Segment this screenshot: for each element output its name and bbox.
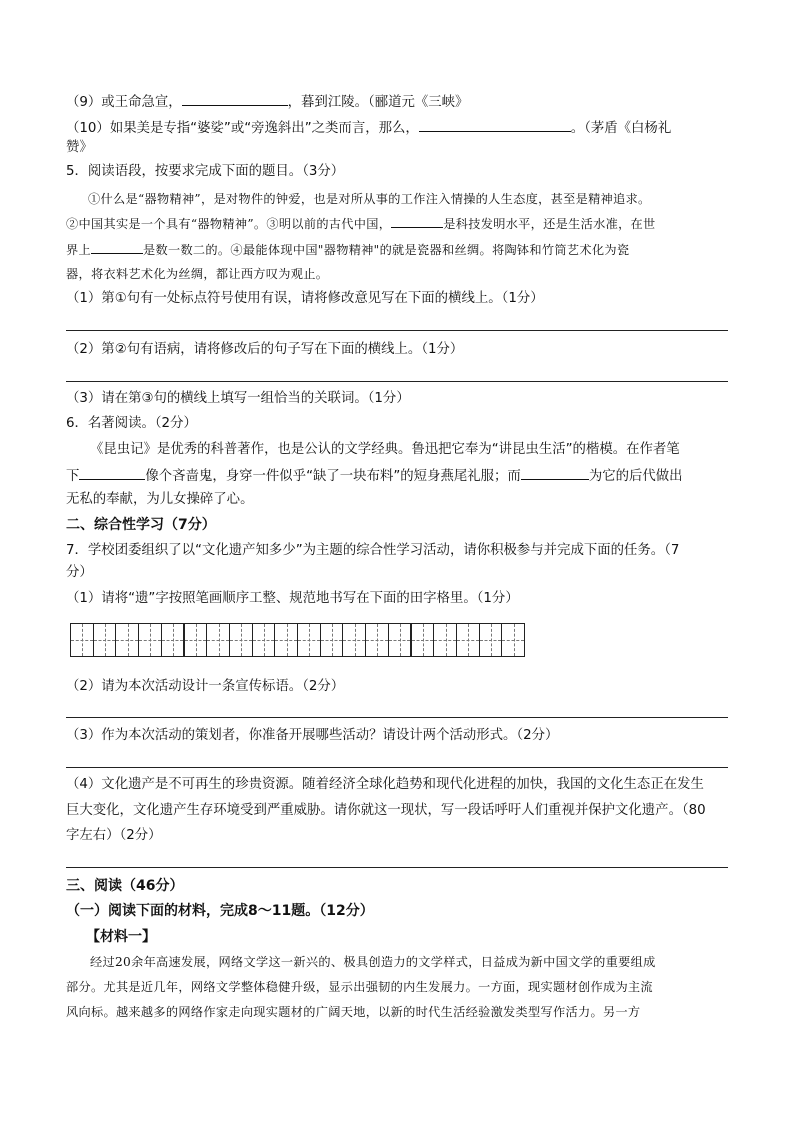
q5-title: 5．阅读语段，按要求完成下面的题目。（3分）: [66, 164, 345, 179]
q5-answer-line-1[interactable]: [66, 330, 728, 331]
q5-conjunction-blank-1[interactable]: [391, 213, 443, 228]
q7-title-line-2: 分）: [66, 565, 93, 580]
cell-vertical-guide: [400, 624, 401, 656]
cell-vertical-guide: [377, 624, 378, 656]
cell-vertical-guide: [105, 624, 106, 656]
q7-subquestion-1: （1）请将“遗”字按照笔画顺序工整、规范地书写在下面的田字格里。（1分）: [66, 591, 519, 606]
cell-vertical-guide: [128, 624, 129, 656]
q6-title: 6．名著阅读。（2分）: [66, 416, 197, 431]
tianzige-cell[interactable]: [501, 623, 525, 657]
q10-prefix: （10）如果美是专指“婆娑”或“旁逸斜出”之类而言，那么，: [66, 121, 419, 136]
material-1-line-2: 部分。尤其是近几年，网络文学整体稳健升级，显示出强韧的内生发展力。一方面，现实题材创作成为主流: [66, 980, 653, 994]
q9-prefix: （9）或王命急宣，: [66, 95, 182, 110]
cell-vertical-guide: [355, 624, 356, 656]
q10-suffix: 。（茅盾《白杨礼: [570, 121, 672, 136]
tianzige-cell[interactable]: [297, 623, 321, 657]
tianzige-cell[interactable]: [115, 623, 139, 657]
q9-suffix: ，暮到江陵。（郦道元《三峡》: [287, 95, 469, 110]
section-3-heading: 三、阅读（46分）: [66, 878, 184, 894]
q5-passage-line-4: 器，将衣料艺术化为丝绸，都让西方叹为观止。: [66, 267, 329, 281]
tianzige-cell[interactable]: [342, 623, 366, 657]
cell-vertical-guide: [332, 624, 333, 656]
question-10-line: [66, 117, 671, 139]
cell-vertical-guide: [514, 624, 515, 656]
tianzige-cell[interactable]: [161, 623, 185, 657]
q6-line-2-a: 下: [66, 469, 80, 484]
q7-subquestion-4-line-2: 巨大变化，文化遗产生存环境受到严重威胁。请你就这一现状，写一段话呼吁人们重视并保护文化遗产。（80: [66, 803, 706, 818]
tianzige-cell[interactable]: [456, 623, 480, 657]
q7-subquestion-3: （3）作为本次活动的策划者，你准备开展哪些活动？请设计两个活动形式。（2分）: [66, 728, 559, 743]
cell-vertical-guide: [446, 624, 447, 656]
q6-passage-line-2: [66, 465, 683, 487]
cell-vertical-guide: [468, 624, 469, 656]
q5-answer-line-2[interactable]: [66, 381, 728, 382]
q7-answer-line-2[interactable]: [66, 717, 728, 718]
q7-subquestion-2: （2）请为本次活动设计一条宣传标语。（2分）: [66, 679, 345, 694]
tianzige-cell[interactable]: [388, 623, 412, 657]
tianzige-cell[interactable]: [206, 623, 230, 657]
q5-passage-3-post: 是数一数二的。④最能体现中国"器物精神"的就是瓷器和丝绸。将陶钵和竹筒艺术化为瓷: [142, 243, 630, 257]
q5-passage-line-1: ①什么是“器物精神”，是对物件的钟爱，也是对所从事的工作注入情操的人生态度，甚至是精神追求。: [88, 192, 651, 206]
q5-conjunction-blank-2[interactable]: [91, 239, 143, 254]
tianzige-cell[interactable]: [229, 623, 253, 657]
q10-answer-blank[interactable]: [419, 117, 571, 132]
tianzige-cell[interactable]: [433, 623, 457, 657]
cell-vertical-guide: [196, 624, 197, 656]
section-2-heading: 二、综合性学习（7分）: [66, 517, 216, 533]
q5-subquestion-1: （1）第①句有一处标点符号使用有误，请将修改意见写在下面的横线上。（1分）: [66, 291, 544, 306]
q6-passage-line-3: 无私的奉献，为儿女操碎了心。: [66, 492, 254, 507]
cell-vertical-guide: [82, 624, 83, 656]
q7-subquestion-4-line-1: （4）文化遗产是不可再生的珍贵资源。随着经济全球化趋势和现代化进程的加快，我国的文化生态正在发生: [66, 777, 704, 792]
q7-answer-line-3[interactable]: [66, 767, 728, 768]
cell-vertical-guide: [219, 624, 220, 656]
tianzige-cell[interactable]: [70, 623, 94, 657]
material-1-label: 【材料一】: [86, 929, 156, 945]
tianzige-cell[interactable]: [138, 623, 162, 657]
tianzige-cell[interactable]: [320, 623, 344, 657]
q5-passage-2-post: 是科技发明水平，还是生活水准，在世: [443, 217, 656, 231]
tianzige-cell[interactable]: [411, 623, 435, 657]
q5-passage-3-pre: 界上: [66, 243, 91, 257]
cell-vertical-guide: [264, 624, 265, 656]
q7-title-line-1: 7．学校团委组织了以“文化遗产知多少”为主题的综合性学习活动，请你积极参与并完成下面的任务。（7: [66, 543, 680, 558]
q9-answer-blank[interactable]: [182, 91, 288, 106]
tianzige-cell[interactable]: [479, 623, 503, 657]
q6-insect-blank-1[interactable]: [79, 465, 145, 480]
q5-subquestion-2: （2）第②句有语病，请将修改后的句子写在下面的横线上。（1分）: [66, 342, 464, 357]
cell-vertical-guide: [150, 624, 151, 656]
question-9-line: [66, 91, 468, 113]
q6-line-2-c: 为它的后代做出: [588, 469, 683, 484]
cell-vertical-guide: [287, 624, 288, 656]
tianzige-cell[interactable]: [93, 623, 117, 657]
tianzige-cell[interactable]: [184, 623, 208, 657]
material-1-line-3: 风向标。越来越多的网络作家走向现实题材的广阔天地，以新的时代生活经验激发类型写作活力。另一方: [66, 1005, 641, 1019]
section-3-subheading: （一）阅读下面的材料，完成8～11题。（12分）: [66, 903, 374, 919]
tianzige-cell[interactable]: [252, 623, 276, 657]
q5-subquestion-3: （3）请在第③句的横线上填写一组恰当的关联词。（1分）: [66, 391, 410, 406]
q6-insect-blank-2[interactable]: [521, 465, 589, 480]
q6-line-2-b: 像个吝啬鬼，身穿一件似乎“缺了一块布料”的短身燕尾礼服；而: [145, 469, 521, 484]
q5-passage-2-pre: ②中国其实是一个具有“器物精神”。③明以前的古代中国，: [66, 217, 392, 231]
cell-vertical-guide: [491, 624, 492, 656]
q7-subquestion-4-line-3: 字左右）（2分）: [66, 828, 162, 843]
cell-vertical-guide: [423, 624, 424, 656]
tianzige-cell[interactable]: [274, 623, 298, 657]
q5-passage-line-3: [66, 239, 629, 260]
q7-answer-line-4[interactable]: [66, 867, 728, 868]
cell-vertical-guide: [173, 624, 174, 656]
q6-passage-line-1: 《昆虫记》是优秀的科普著作，也是公认的文学经典。鲁迅把它奉为“讲昆虫生活”的楷模。在作者笔: [90, 442, 680, 457]
cell-vertical-guide: [309, 624, 310, 656]
tianzige-cell[interactable]: [365, 623, 389, 657]
material-1-line-1: 经过20余年高速发展，网络文学这一新兴的、极具创造力的文学样式，日益成为新中国文学的重要组成: [90, 955, 656, 969]
q5-passage-line-2: [66, 213, 656, 234]
cell-vertical-guide: [241, 624, 242, 656]
q10-continuation: 赞》: [66, 140, 93, 155]
